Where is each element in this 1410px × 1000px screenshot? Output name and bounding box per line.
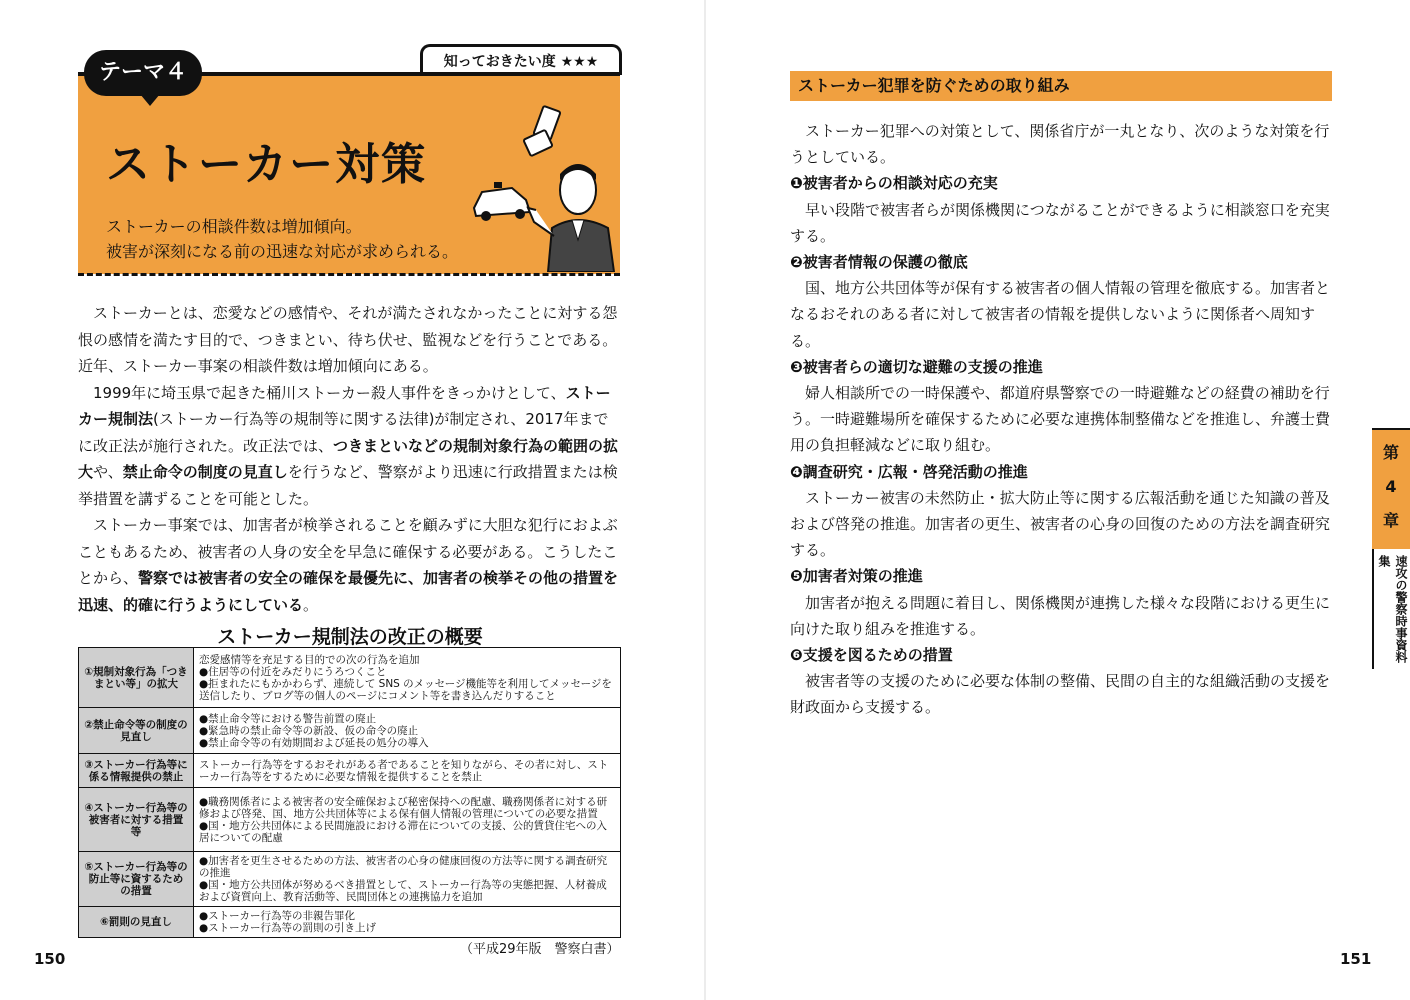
table-row — [79, 852, 621, 907]
table-row-head: ②禁止命令等の制度の見直し — [79, 708, 194, 754]
table-row-body: ストーカー行為等をするおそれがある者であることを知りながら、その者に対し、ストーカー行為等をするために必要な情報を提供することを禁止 — [194, 754, 621, 788]
man-in-suit-illustration — [528, 164, 614, 272]
item-text: 加害者が抱える問題に着目し、関係機関が連携した様々な段階における更生に向けた取り組みを推進する。 — [790, 593, 1331, 638]
page-number-right: 151 — [1340, 950, 1372, 968]
illustration — [468, 104, 618, 272]
item-heading: ❷被害者情報の保護の徹底 — [790, 253, 968, 272]
theme-tag: テーマ４ — [84, 50, 202, 96]
right-body-text — [790, 118, 1335, 721]
page-number-left: 150 — [34, 950, 66, 968]
table-row — [79, 788, 621, 852]
table-title: ストーカー規制法の改正の概要 — [217, 626, 483, 648]
table-row-body: ●職務関係者による被害者の安全確保および秘密保持への配慮、職務関係者に対する研修および啓発、国、地方公共団体等による保有個人情報の管理についての必要な措置 ●国・地方公共団体による民間施設における滞在についての支援、公的賃貸住宅への入居についての配慮 — [194, 788, 621, 852]
table-row-head: ④ストーカー行為等の被害者に対する措置等 — [79, 788, 194, 852]
police-car-icon — [474, 182, 530, 221]
item-text: 婦人相談所での一時保護や、都道府県警察での一時避難などの経費の補助を行う。一時避難場所を確保するために必要な連携体制整備などを推進し、弁護士費用の負担軽減などに取り組む。 — [790, 384, 1331, 455]
item-text: 国、地方公共団体等が保有する被害者の個人情報の管理を徹底する。加害者となるおそれのある者に対して被害者の情報を提供しないように関係者へ周知する。 — [790, 279, 1331, 350]
chapter-label: 速攻の警察時事資料集 — [1372, 549, 1410, 669]
left-body-text — [78, 300, 622, 618]
page-gutter — [704, 0, 706, 1000]
table-row-head: ⑤ストーカー行為等の防止等に資するための措置 — [79, 852, 194, 907]
importance-label: 知っておきたい度 ★★★ — [420, 44, 622, 75]
table-row-head: ⑥罰則の見直し — [79, 907, 194, 938]
table-row — [79, 907, 621, 938]
law-revision-table — [78, 647, 621, 938]
paragraph: ストーカー犯罪への対策として、関係省庁が一丸となり、次のような対策を行うとしている。 — [790, 122, 1330, 167]
page-title: ストーカー対策 — [106, 139, 428, 190]
source-citation: （平成29年版 警察白書） — [460, 942, 620, 957]
item-heading: ❸被害者らの適切な避難の支援の推進 — [790, 357, 1043, 376]
table-row — [79, 754, 621, 788]
table-row-head: ③ストーカー行為等に係る情報提供の禁止 — [79, 754, 194, 788]
item-text: 被害者等の支援のために必要な体制の整備、民間の自主的な組織活動の支援を財政面から支援する。 — [790, 672, 1331, 717]
section-heading: ストーカー犯罪を防ぐための取り組み — [790, 71, 1332, 101]
item-text: ストーカー被害の未然防止・拡大防止等に関する広報活動を通じた知識の普及および啓発の推進。加害者の更生、被害者の心身の回復のための方法を調査研究する。 — [790, 488, 1331, 560]
item-heading: ❹調査研究・広報・啓発活動の推進 — [790, 462, 1028, 481]
item-heading: ❶被害者からの相談対応の充実 — [790, 174, 998, 193]
item-text: 早い段階で被害者らが関係機関につながることができるように相談窓口を充実する。 — [790, 200, 1330, 245]
mobile-phone-icon — [523, 106, 560, 156]
table-row-body: ●加害者を更生させるための方法、被害者の心身の健康回復の方法等に関する調査研究の推進 ●国・地方公共団体が努めるべき措置として、ストーカー行為等の実態把握、人材養成および資質向上、教育活動等、民間団体との連携協力を追加 — [194, 852, 621, 907]
table-row-head: ①規制対象行為「つきまとい等」の拡大 — [79, 648, 194, 708]
paragraph: ストーカーとは、恋愛などの感情や、それが満たされなかったことに対する怨恨の感情を満たす目的で、つきまとい、待ち伏せ、監視などを行うことである。近年、ストーカー事案の相談件数は増加傾向にある。 — [78, 304, 618, 375]
chapter-tab: 第 4 章 — [1372, 428, 1410, 549]
table-row-body: ●ストーカー行為等の非親告罪化 ●ストーカー行為等の罰則の引き上げ — [194, 907, 621, 938]
paragraph: ストーカー事案では、加害者が検挙されることを顧みずに大胆な犯行におよぶこともあるため、被害者の人身の安全を早急に確保する必要がある。こうしたことから、警察では被害者の安全の確保を最優先に、加害者の検挙その他の措置を迅速、的確に行うようにしている。 — [78, 516, 619, 614]
item-heading: ❺加害者対策の推進 — [790, 567, 923, 586]
table-row-body: 恋愛感情等を充足する目的での次の行為を追加 ●住居等の付近をみだりにうろつくこと ●拒まれたにもかかわらず、連続して SNS のメッセージ機能等を利用してメッセージを送信したり、ブログ等の個人のページにコメント等を書き込んだりすること — [194, 648, 621, 708]
theme-subtitle: ストーカーの相談件数は増加傾向。 被害が深刻になる前の迅速な対応が求められる。 — [106, 217, 459, 261]
table-row — [79, 708, 621, 754]
item-heading: ❻支援を図るための措置 — [790, 646, 953, 665]
table-row-body: ●禁止命令等における警告前置の廃止 ●緊急時の禁止命令等の新設、仮の命令の廃止 ●禁止命令等の有効期間および延長の処分の導入 — [194, 708, 621, 754]
table-row — [79, 648, 621, 708]
paragraph: 1999年に埼玉県で起きた桶川ストーカー殺人事件をきっかけとして、ストーカー規制法(ストーカー行為等の規制等に関する法律)が制定され、2017年までに改正法が施行された。改正法では、つきまといなどの規制対象行為の範囲の拡大や、禁止命令の制度の見直しを行うなど、警察がより迅速に行政措置または検挙措置を講ずることを可能とした。 — [78, 383, 619, 508]
